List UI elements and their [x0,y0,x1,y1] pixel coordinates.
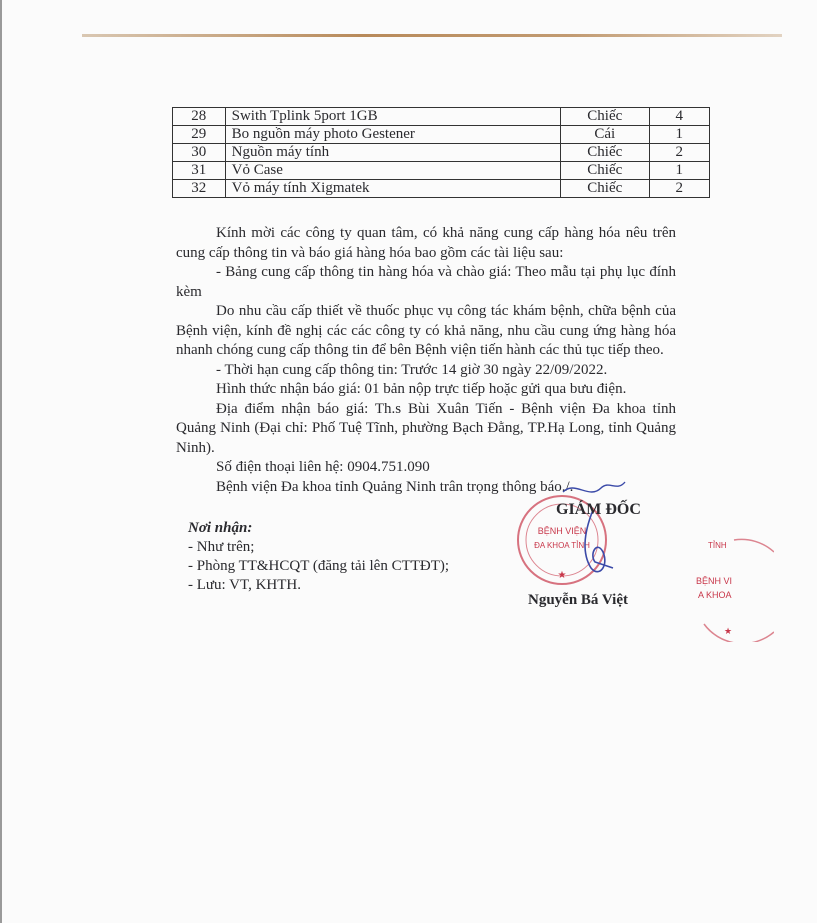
deadline-paragraph: - Thời hạn cung cấp thông tin: Trước 14 giờ 30 ngày 22/09/2022. [216,361,608,378]
item-quantity: 1 [649,162,709,180]
item-name: Nguồn máy tính [225,144,560,162]
item-quantity: 4 [649,108,709,126]
items-table-body [173,108,710,198]
closing-paragraph: Bệnh viện Đa khoa tỉnh Quảng Ninh trân trọng thông báo./. [216,478,574,495]
item-name: Bo nguồn máy photo Gestener [225,126,560,144]
page-edge [0,0,2,923]
recipient-item: - Như trên; [188,539,255,555]
recipient-item: - Lưu: VT, KHTH. [188,577,301,593]
row-number: 29 [173,126,226,144]
item-unit: Chiếc [561,162,649,180]
partial-stamp-text: A KHOA [698,590,732,600]
recipients-title: Nơi nhận: [188,520,253,536]
table-row [173,180,710,198]
item-quantity: 2 [649,144,709,162]
item-name: Vỏ máy tính Xigmatek [225,180,560,198]
item-quantity: 2 [649,180,709,198]
item-unit: Chiếc [561,180,649,198]
signer-name: Nguyễn Bá Việt [528,592,629,608]
item-name: Swith Tplink 5port 1GB [225,108,560,126]
row-number: 31 [173,162,226,180]
stamp-text: BỆNH VIỆN [537,526,587,536]
stamp-text: ĐA KHOA TỈNH [534,541,590,550]
partial-stamp [694,532,774,642]
top-divider [82,34,782,37]
signer-title: GIÁM ĐỐC [556,501,641,518]
table-row [173,108,710,126]
row-number: 32 [173,180,226,198]
item-unit: Cái [561,126,649,144]
partial-stamp-text: BỆNH VI [696,576,733,586]
item-unit: Chiếc [561,144,649,162]
recipients-block [188,519,449,595]
invitation-paragraph: Kính mời các công ty quan tâm, có khả năng cung cấp hàng hóa nêu trên cung cấp thông tin và báo giá hàng hóa bao gồm các tài liệu sau: [176,225,676,261]
table-row [173,126,710,144]
item-unit: Chiếc [561,108,649,126]
table-row [173,162,710,180]
body-text [176,224,676,497]
item-name: Vỏ Case [225,162,560,180]
recipient-item: - Phòng TT&HCQT (đăng tải lên CTTĐT); [188,558,450,574]
documents-paragraph: - Bảng cung cấp thông tin hàng hóa và chào giá: Theo mẫu tại phụ lục đính kèm [176,264,676,300]
items-table [172,107,710,198]
submission-method-paragraph: Hình thức nhận báo giá: 01 bản nộp trực tiếp hoặc gửi qua bưu điện. [216,381,627,397]
stamp-star-icon: ★ [557,570,567,581]
phone-paragraph: Số điện thoại liên hệ: 0904.751.090 [216,459,430,475]
partial-stamp-text: TỈNH [708,541,727,550]
row-number: 28 [173,108,226,126]
partial-stamp-star-icon: ★ [724,626,733,636]
row-number: 30 [173,144,226,162]
submission-address-paragraph: Địa điểm nhận báo giá: Th.s Bùi Xuân Tiến - Bệnh viện Đa khoa tỉnh Quảng Ninh (Đại chỉ: Phố Tuệ Tĩnh, phường Bạch Đằng, TP.Hạ Long, tỉnh Quảng Ninh). [176,400,676,456]
signature-icon [555,470,635,585]
need-paragraph: Do nhu cầu cấp thiết về thuốc phục vụ công tác khám bệnh, chữa bệnh của Bệnh viện, kính đề nghị các các công ty có khả năng, nhu cầu cung ứng hàng hóa nhanh chóng cung cấp thông tin để bên Bệnh viện tiến hành các thủ tục tiếp theo. [176,303,676,358]
item-quantity: 1 [649,126,709,144]
table-row [173,144,710,162]
